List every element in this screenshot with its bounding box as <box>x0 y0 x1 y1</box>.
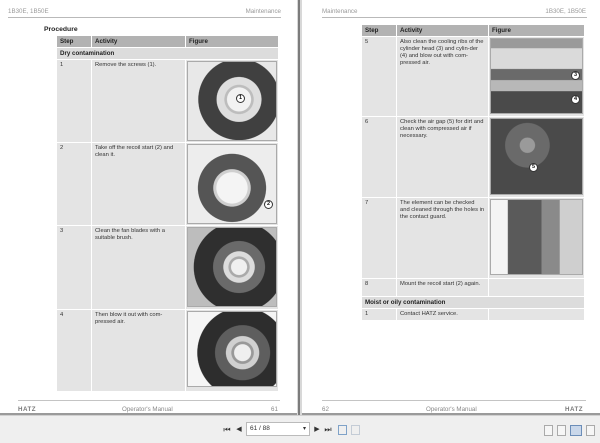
step-number: 1 <box>57 60 91 143</box>
first-page-icon: ⏮ <box>223 425 231 434</box>
callout-1: 1 <box>236 94 245 103</box>
col-step: Step <box>362 25 396 37</box>
page-61 <box>0 0 297 413</box>
step-number: 8 <box>362 279 396 297</box>
single-page-view-button[interactable] <box>544 425 553 436</box>
footer-rule <box>18 400 280 401</box>
table-header <box>362 25 584 37</box>
step-number: 6 <box>362 117 396 198</box>
section-dry-contamination: Dry contamination <box>57 48 278 60</box>
step-figure <box>185 226 278 310</box>
first-page-button[interactable] <box>222 424 232 436</box>
step-number: 5 <box>362 37 396 117</box>
page-indicator: 61 / 88 <box>250 425 270 432</box>
chevron-down-icon[interactable]: ▾ <box>302 426 306 432</box>
col-figure: Figure <box>488 25 584 37</box>
col-step: Step <box>57 36 91 48</box>
step-activity: Take off the recoil start (2) and clean it. <box>91 143 185 226</box>
callout-4: 4 <box>571 95 580 104</box>
step-activity: The element can be checked and cleaned through the holes in the contact guard. <box>396 198 488 279</box>
procedure-table <box>57 36 278 392</box>
two-page-continuous-view-button[interactable] <box>586 425 595 436</box>
section-row <box>57 48 278 60</box>
step-activity: Also clean the cooling ribs of the cylinder head (3) and cylin-der (4) and blow out with com-pressed air. <box>396 37 488 117</box>
table-row <box>362 37 584 117</box>
step-number: 1 <box>362 309 396 321</box>
header-rule <box>322 17 587 18</box>
figure-image-contact-guard <box>490 199 583 275</box>
header-model: 1B30E, 1B50E <box>8 8 49 15</box>
table-row <box>362 309 584 321</box>
callout-5: 5 <box>529 163 538 172</box>
procedure-title: Procedure <box>44 26 78 33</box>
continuous-view-button[interactable] <box>557 425 566 436</box>
footer-title: Operator's Manual <box>122 406 173 413</box>
step-figure-empty <box>488 279 584 297</box>
figure-image-compressed-air <box>187 311 277 387</box>
step-figure <box>488 117 584 198</box>
last-page-button[interactable] <box>323 424 333 436</box>
step-figure <box>185 60 278 143</box>
footer-rule <box>322 400 586 401</box>
step-number: 4 <box>57 310 91 392</box>
figure-image-screws <box>187 61 277 141</box>
callout-2: 2 <box>264 200 273 209</box>
figure-image-air-gap <box>490 118 583 195</box>
step-activity: Mount the recoil start (2) again. <box>396 279 488 297</box>
step-activity: Remove the screws (1). <box>91 60 185 143</box>
navigation-toolbar <box>0 415 600 443</box>
table-row <box>362 198 584 279</box>
table-row <box>362 117 584 198</box>
footer-title: Operator's Manual <box>426 406 477 413</box>
prev-page-icon: ◀ <box>236 426 242 433</box>
last-page-icon: ⏭ <box>324 425 332 434</box>
col-figure: Figure <box>185 36 278 48</box>
next-page-icon: ▶ <box>314 426 320 433</box>
section-row <box>362 297 584 309</box>
step-figure <box>185 143 278 226</box>
step-figure <box>185 310 278 392</box>
two-page-view-button[interactable] <box>570 425 582 436</box>
step-activity: Check the air gap (5) for dirt and clean with compressed air if necessary. <box>396 117 488 198</box>
next-page-button[interactable] <box>313 424 321 436</box>
table-row <box>57 226 278 310</box>
header-section: Maintenance <box>322 8 358 15</box>
step-number: 7 <box>362 198 396 279</box>
step-activity: Then blow it out with com-pressed air. <box>91 310 185 392</box>
table-row <box>362 279 584 297</box>
table-row <box>57 143 278 226</box>
procedure-table <box>362 25 584 321</box>
figure-image-recoil-start <box>187 144 277 224</box>
footer-page-number: 61 <box>271 406 278 413</box>
step-activity: Contact HATZ service. <box>396 309 488 321</box>
col-activity: Activity <box>396 25 488 37</box>
go-back-view-button[interactable] <box>338 425 347 435</box>
table-header <box>57 36 278 48</box>
col-activity: Activity <box>91 36 185 48</box>
step-activity: Clean the fan blades with a suitable brush. <box>91 226 185 310</box>
table-row <box>57 310 278 392</box>
header-rule <box>8 17 281 18</box>
callout-3: 3 <box>571 71 580 80</box>
section-moist-oily: Moist or oily contamination <box>362 297 584 309</box>
table-row <box>57 60 278 143</box>
footer-brand: HATZ <box>18 406 37 413</box>
step-number: 2 <box>57 143 91 226</box>
figure-image-fan-brush <box>187 227 277 307</box>
step-figure-empty <box>488 309 584 321</box>
header-model: 1B30E, 1B50E <box>545 8 586 15</box>
footer-page-number: 62 <box>322 406 329 413</box>
go-forward-view-button[interactable] <box>351 425 360 435</box>
prev-page-button[interactable] <box>235 424 243 436</box>
step-number: 3 <box>57 226 91 310</box>
page-62 <box>302 0 600 413</box>
step-figure <box>488 198 584 279</box>
page-number-input[interactable] <box>246 422 310 436</box>
footer-brand: HATZ <box>565 406 584 413</box>
step-figure <box>488 37 584 117</box>
header-section: Maintenance <box>245 8 281 15</box>
figure-image-cooling-ribs <box>490 38 583 114</box>
